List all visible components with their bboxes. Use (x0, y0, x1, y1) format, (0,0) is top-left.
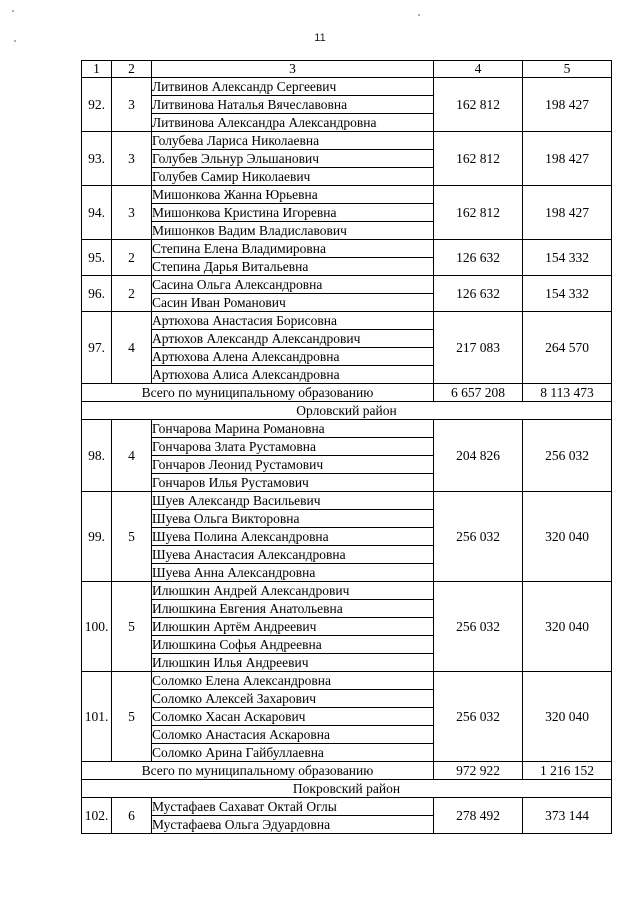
amount-col5: 373 144 (523, 798, 612, 834)
member-name: Артюхова Анастасия Борисовна (152, 312, 434, 330)
amount-col4: 217 083 (434, 312, 523, 384)
amount-col4: 126 632 (434, 240, 523, 276)
member-name: Мишонкова Кристина Игоревна (152, 204, 434, 222)
member-name: Артюхова Алиса Александровна (152, 366, 434, 384)
table-row (82, 276, 612, 294)
family-number: 99. (82, 492, 112, 582)
total-col5: 1 216 152 (523, 762, 612, 780)
family-size: 4 (112, 420, 152, 492)
table-row (82, 798, 612, 816)
member-name: Илюшкин Андрей Александрович (152, 582, 434, 600)
member-name: Соломко Алексей Захарович (152, 690, 434, 708)
member-name: Сасин Иван Романович (152, 294, 434, 312)
table-row (82, 78, 612, 96)
total-label: Всего по муниципальному образованию (82, 762, 434, 780)
column-header: 4 (434, 61, 523, 78)
amount-col4: 256 032 (434, 582, 523, 672)
amount-col5: 320 040 (523, 492, 612, 582)
member-name: Голубев Самир Николаевич (152, 168, 434, 186)
amount-col4: 162 812 (434, 132, 523, 186)
member-name: Шуев Александр Васильевич (152, 492, 434, 510)
amount-col4: 256 032 (434, 672, 523, 762)
family-number: 100. (82, 582, 112, 672)
member-name: Литвинова Александра Александровна (152, 114, 434, 132)
member-name: Мишонкова Жанна Юрьевна (152, 186, 434, 204)
district-row (82, 780, 612, 798)
table-row (82, 420, 612, 438)
table-row (82, 672, 612, 690)
family-number: 96. (82, 276, 112, 312)
member-name: Степина Дарья Витальевна (152, 258, 434, 276)
amount-col5: 256 032 (523, 420, 612, 492)
member-name: Соломко Хасан Аскарович (152, 708, 434, 726)
member-name: Мустафаева Ольга Эдуардовна (152, 816, 434, 834)
member-name: Гончарова Марина Романовна (152, 420, 434, 438)
family-number: 101. (82, 672, 112, 762)
family-size: 4 (112, 312, 152, 384)
family-size: 3 (112, 186, 152, 240)
member-name: Гончарова Злата Рустамовна (152, 438, 434, 456)
member-name: Мустафаев Сахават Октай Оглы (152, 798, 434, 816)
district-row (82, 402, 612, 420)
total-col4: 6 657 208 (434, 384, 523, 402)
member-name: Шуева Полина Александровна (152, 528, 434, 546)
family-number: 94. (82, 186, 112, 240)
table-header-row (82, 61, 612, 78)
family-number: 98. (82, 420, 112, 492)
member-name: Соломко Елена Александровна (152, 672, 434, 690)
page-number: 11 (314, 32, 326, 44)
family-number: 95. (82, 240, 112, 276)
family-size: 2 (112, 240, 152, 276)
member-name: Артюхов Александр Александрович (152, 330, 434, 348)
amount-col4: 162 812 (434, 78, 523, 132)
table-row (82, 132, 612, 150)
member-name: Гончаров Леонид Рустамович (152, 456, 434, 474)
family-number: 93. (82, 132, 112, 186)
member-name: Гончаров Илья Рустамович (152, 474, 434, 492)
total-row (82, 384, 612, 402)
family-size: 3 (112, 132, 152, 186)
column-header: 1 (82, 61, 112, 78)
family-size: 3 (112, 78, 152, 132)
member-name: Шуева Анастасия Александровна (152, 546, 434, 564)
amount-col5: 198 427 (523, 132, 612, 186)
amount-col5: 264 570 (523, 312, 612, 384)
member-name: Литвинова Наталья Вячеславовна (152, 96, 434, 114)
district-name: Покровский район (82, 780, 612, 798)
member-name: Илюшкин Артём Андреевич (152, 618, 434, 636)
column-header: 5 (523, 61, 612, 78)
member-name: Сасина Ольга Александровна (152, 276, 434, 294)
amount-col5: 154 332 (523, 276, 612, 312)
member-name: Илюшкина Евгения Анатольевна (152, 600, 434, 618)
member-name: Артюхова Алена Александровна (152, 348, 434, 366)
member-name: Соломко Анастасия Аскаровна (152, 726, 434, 744)
district-name: Орловский район (82, 402, 612, 420)
amount-col4: 278 492 (434, 798, 523, 834)
amount-col4: 162 812 (434, 186, 523, 240)
family-size: 6 (112, 798, 152, 834)
member-name: Шуева Анна Александровна (152, 564, 434, 582)
amount-col4: 126 632 (434, 276, 523, 312)
column-header: 3 (152, 61, 434, 78)
amount-col5: 198 427 (523, 186, 612, 240)
amount-col5: 198 427 (523, 78, 612, 132)
amount-col4: 204 826 (434, 420, 523, 492)
table-row (82, 582, 612, 600)
total-row (82, 762, 612, 780)
member-name: Степина Елена Владимировна (152, 240, 434, 258)
family-size: 5 (112, 672, 152, 762)
member-name: Голубев Эльнур Эльшанович (152, 150, 434, 168)
member-name: Мишонков Вадим Владиславович (152, 222, 434, 240)
table-row (82, 186, 612, 204)
member-name: Литвинов Александр Сергеевич (152, 78, 434, 96)
family-size: 2 (112, 276, 152, 312)
family-size: 5 (112, 492, 152, 582)
family-number: 102. (82, 798, 112, 834)
family-size: 5 (112, 582, 152, 672)
total-label: Всего по муниципальному образованию (82, 384, 434, 402)
member-name: Соломко Арина Гайбуллаевна (152, 744, 434, 762)
total-col5: 8 113 473 (523, 384, 612, 402)
total-col4: 972 922 (434, 762, 523, 780)
member-name: Голубева Лариса Николаевна (152, 132, 434, 150)
family-number: 97. (82, 312, 112, 384)
table-row (82, 492, 612, 510)
table-row (82, 240, 612, 258)
amount-col5: 320 040 (523, 672, 612, 762)
amount-col4: 256 032 (434, 492, 523, 582)
amount-col5: 154 332 (523, 240, 612, 276)
family-payments-table (81, 60, 612, 834)
member-name: Илюшкин Илья Андреевич (152, 654, 434, 672)
member-name: Шуева Ольга Викторовна (152, 510, 434, 528)
amount-col5: 320 040 (523, 582, 612, 672)
table-row (82, 312, 612, 330)
member-name: Илюшкина Софья Андреевна (152, 636, 434, 654)
column-header: 2 (112, 61, 152, 78)
scan-speck (12, 10, 14, 12)
scan-speck (418, 14, 420, 16)
family-number: 92. (82, 78, 112, 132)
